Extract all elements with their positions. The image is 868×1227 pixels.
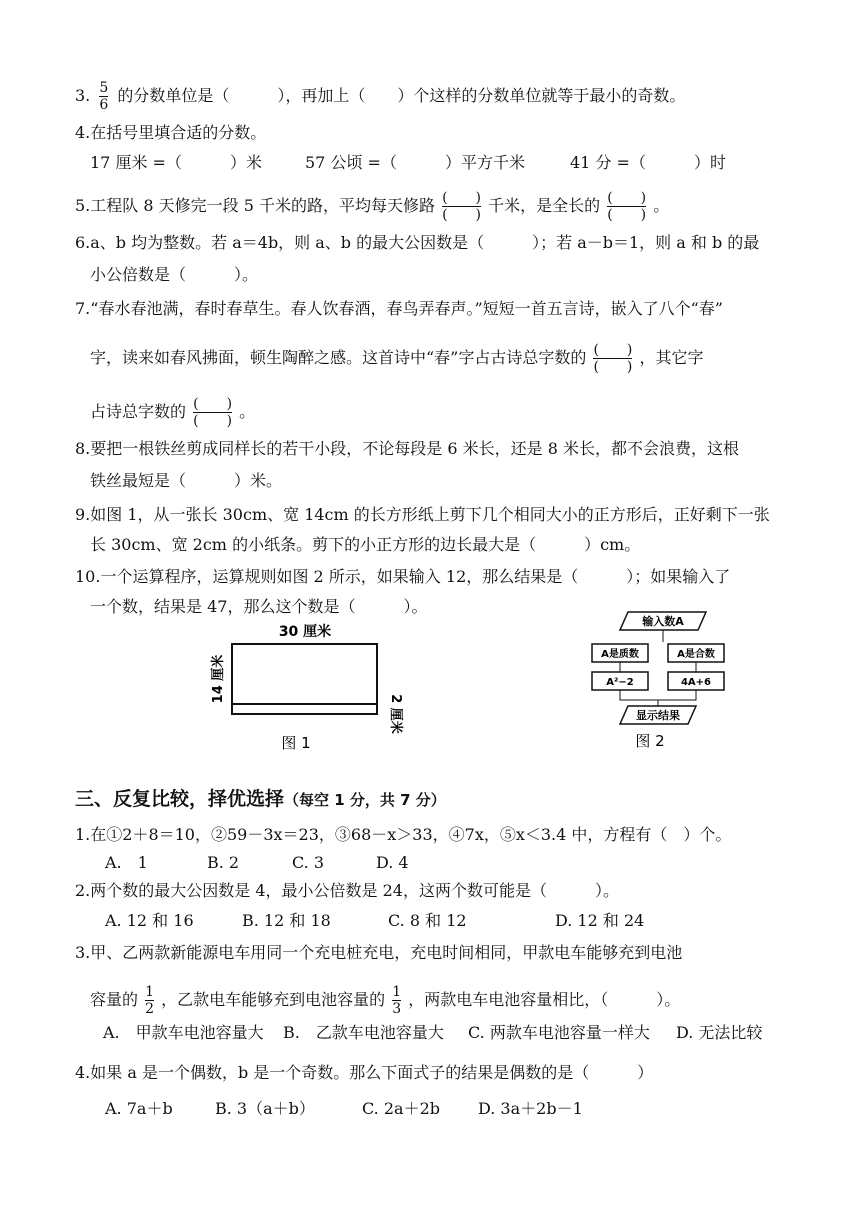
question-8-line-2: 铁丝最短是（ ）米。 [90, 471, 283, 490]
question-10-line-1: 10.一个运算程序，运算规则如图 2 所示，如果输入 12，那么结果是（ ）；如果输入了 [75, 567, 731, 586]
fig1-right-label: 2 厘米 [388, 694, 403, 734]
choice-4-option-d[interactable]: D. 3a＋2b－1 [478, 1099, 583, 1118]
choice-2: 2.两个数的最大公因数是 4，最小公倍数是 24，这两个数可能是（ ）。 [75, 881, 619, 900]
choice-3-f2-num: 1 [392, 984, 402, 1000]
choice-2-option-c[interactable]: C. 8 和 12 [388, 911, 467, 930]
choice-3-line-2 [90, 984, 680, 1017]
question-7-line-3 [90, 396, 255, 429]
q5-fraction-blank-1 [442, 190, 481, 223]
q5-blank-1-den: ( ) [442, 207, 482, 223]
choice-3-text-a: 容量的 [90, 990, 139, 1009]
choice-3-text-c: ，两款电车电池容量相比，（ ）。 [408, 990, 681, 1009]
choice-2-option-b[interactable]: B. 12 和 18 [242, 911, 331, 930]
question-9-line-2: 长 30cm、宽 2cm 的小纸条。剪下的小正方形的边长最大是（ ）cm。 [90, 535, 641, 554]
question-3 [75, 80, 685, 113]
choice-3-f2-den: 3 [392, 1001, 402, 1017]
figure-1 [200, 618, 410, 758]
choice-2-option-d[interactable]: D. 12 和 24 [555, 911, 645, 930]
q7-text-c: 占诗总字数的 [90, 402, 187, 421]
question-7-line-1: 7.“春水春池满，春时春草生。春人饮春酒，春鸟弄春声。”短短一首五言诗，嵌入了八个“春” [75, 299, 723, 318]
fig1-top-label: 30 厘米 [278, 624, 332, 640]
q7-blank-1-den: ( ) [593, 359, 633, 375]
fig2-input-text: 输入数A [642, 615, 684, 628]
fig2-right-op-text: 4A+6 [680, 677, 712, 688]
fig2-caption: 图 2 [635, 732, 665, 750]
question-4-title: 4.在括号里填合适的分数。 [75, 123, 267, 142]
choice-3-text-b: ，乙款电车能够充到电池容量的 [161, 990, 386, 1009]
q4-blank-b: 57 公顷 =（ ）平方千米 [305, 153, 525, 172]
q5-fraction-blank-2 [607, 190, 646, 223]
choice-1-option-d[interactable]: D. 4 [376, 853, 409, 872]
choice-3-option-a[interactable]: A. 甲款车电池容量大 [103, 1023, 264, 1042]
q5-text-a: 5.工程队 8 天修完一段 5 千米的路，平均每天修路 [75, 196, 435, 215]
choice-3-fraction-2 [392, 984, 401, 1017]
q5-blank-1-num: ( ) [442, 190, 482, 206]
q7-text-d: 。 [239, 402, 256, 421]
question-6-line-2: 小公倍数是（ ）。 [90, 265, 259, 284]
question-5 [75, 190, 669, 223]
q5-blank-2-num: ( ) [607, 190, 647, 206]
q3-fraction-denominator: 6 [99, 97, 109, 113]
choice-3-f1-num: 1 [145, 984, 155, 1000]
fig1-caption: 图 1 [281, 734, 311, 752]
choice-4: 4.如果 a 是一个偶数，b 是一个奇数。那么下面式子的结果是偶数的是（ ） [75, 1063, 654, 1082]
question-8-line-1: 8.要把一根铁丝剪成同样长的若干小段，不论每段是 6 米长，还是 8 米长，都不会浪费，这根 [75, 439, 739, 458]
fig2-left-op-text: A²−2 [606, 677, 634, 688]
q5-text-b: 千米，是全长的 [488, 196, 601, 215]
q7-text-b: ，其它字 [639, 348, 704, 367]
figure-2 [584, 606, 734, 752]
fig2-output-text: 显示结果 [636, 709, 680, 722]
section-3-title: 三、反复比较，择优选择 [75, 788, 285, 810]
fig1-left-label: 14 厘米 [211, 654, 226, 704]
q4-blank-a: 17 厘米 =（ ）米 [90, 153, 262, 172]
choice-3-option-d[interactable]: D. 无法比较 [676, 1023, 763, 1042]
q3-fraction-numerator: 5 [99, 80, 109, 96]
choice-3-option-c[interactable]: C. 两款车电池容量一样大 [468, 1023, 650, 1042]
section-3-heading [75, 788, 446, 811]
choice-4-option-c[interactable]: C. 2a＋2b [362, 1099, 440, 1118]
q7-text-a: 字，读来如春风拂面，顿生陶醉之感。这首诗中“春”字占古诗总字数的 [90, 348, 587, 367]
q5-blank-2-den: ( ) [607, 207, 647, 223]
q7-blank-2-num: ( ) [193, 396, 233, 412]
fig2-merge-lines [620, 690, 696, 700]
choice-2-option-a[interactable]: A. 12 和 16 [105, 911, 194, 930]
choice-4-option-a[interactable]: A. 7a＋b [105, 1099, 173, 1118]
choice-1-option-c[interactable]: C. 3 [292, 853, 325, 872]
fig2-right-cond-text: A是合数 [677, 649, 715, 660]
q3-number: 3. [75, 86, 91, 105]
choice-3-fraction-1 [145, 984, 154, 1017]
question-7-line-2 [90, 342, 704, 375]
q7-fraction-blank-1 [593, 342, 632, 375]
choice-4-option-b[interactable]: B. 3（a＋b） [215, 1099, 315, 1118]
q3-text: 的分数单位是（ ），再加上（ ）个这样的分数单位就等于最小的奇数。 [117, 86, 686, 105]
choice-1: 1.在①2＋8＝10，②59－3x＝23，③68－x＞33，④7x，⑤x＜3.4 中，方程有（ ）个。 [75, 825, 732, 844]
question-6-line-1: 6.a、b 均为整数。若 a＝4b，则 a、b 的最大公因数是（ ）；若 a－b＝1，则 a 和 b 的最 [75, 233, 760, 252]
fig2-left-cond-text: A是质数 [601, 649, 639, 660]
q3-fraction [99, 80, 108, 113]
question-9-line-1: 9.如图 1，从一张长 30cm、宽 14cm 的长方形纸上剪下几个相同大小的正方形后，正好剩下一张 [75, 505, 770, 524]
choice-1-option-b[interactable]: B. 2 [207, 853, 240, 872]
choice-3-option-b[interactable]: B. 乙款车电池容量大 [283, 1023, 444, 1042]
question-10-line-2: 一个数，结果是 47，那么这个数是（ ）。 [90, 597, 428, 616]
q7-fraction-blank-2 [193, 396, 232, 429]
q7-blank-2-den: ( ) [193, 413, 233, 429]
section-3-note: （每空 1 分，共 7 分） [284, 791, 446, 809]
q5-text-c: 。 [653, 196, 670, 215]
choice-3-line-1: 3.甲、乙两款新能源电车用同一个充电桩充电，充电时间相同，甲款电车能够充到电池 [75, 943, 683, 962]
choice-3-f1-den: 2 [145, 1001, 155, 1017]
q4-blank-c: 41 分 =（ ）时 [570, 153, 726, 172]
q7-blank-1-num: ( ) [593, 342, 633, 358]
choice-1-option-a[interactable]: A. 1 [105, 853, 148, 872]
